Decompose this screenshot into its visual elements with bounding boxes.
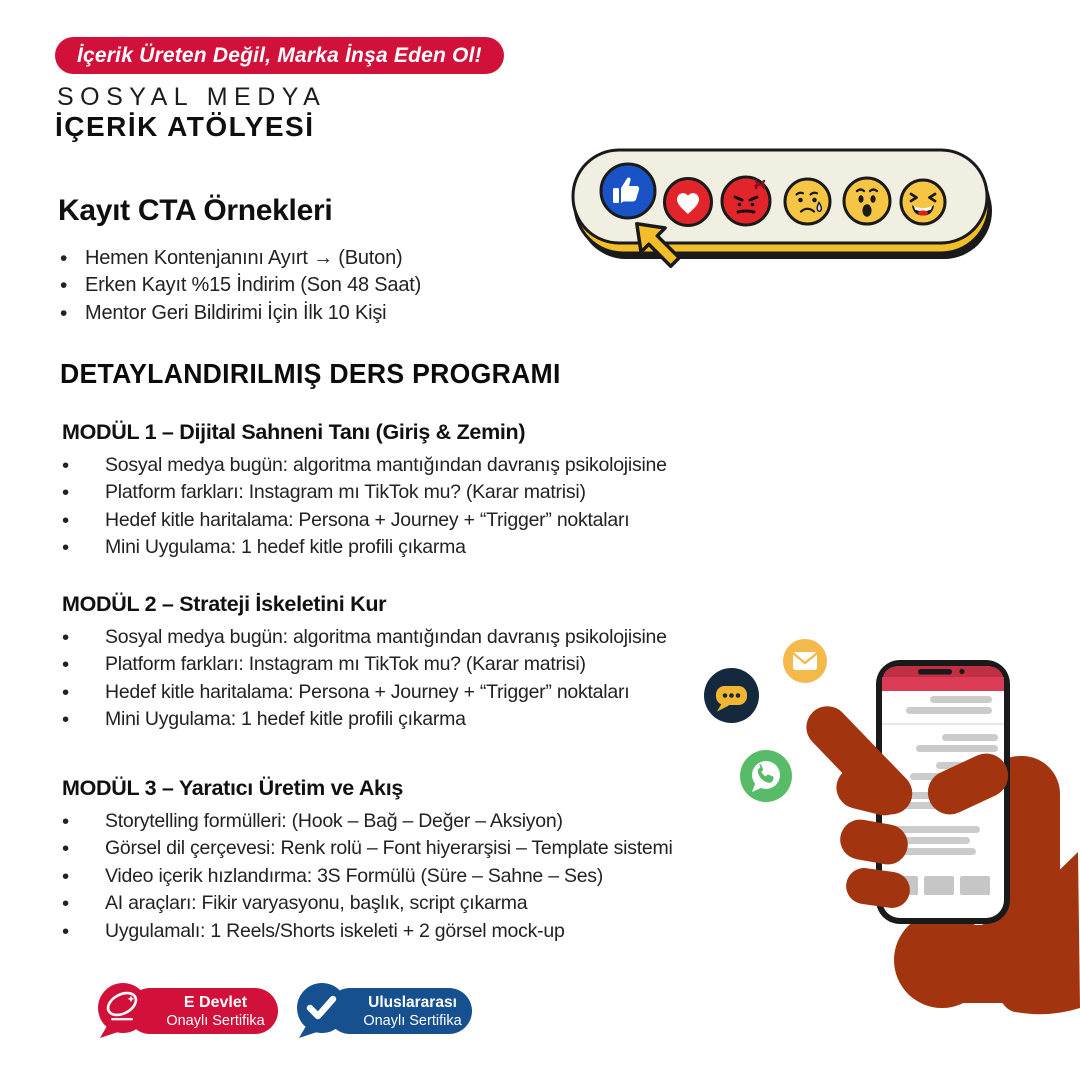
page-title: İÇERİK ATÖLYESİ [55, 111, 315, 142]
haha-icon [901, 180, 945, 224]
module-3 [62, 775, 742, 945]
module-2-title: MODÜL 2 – Strateji İskeletini Kur [62, 592, 387, 616]
module-2-list [62, 624, 742, 734]
module-item: • Platform farkları: Instagram mı TikTok mu? (Karar matrisi) [62, 479, 742, 506]
module-item: • Sosyal medya bugün: algoritma mantığından davranış psikolojisine [62, 452, 742, 479]
module-1-list [62, 452, 742, 562]
module-3-title: MODÜL 3 – Yaratıcı Üretim ve Akış [62, 776, 404, 800]
edevlet-cert-title: E Devlet [183, 993, 248, 1011]
module-1 [62, 419, 742, 562]
edevlet-logo-icon [95, 982, 151, 1038]
module-item: • AI araçları: Fikir varyasyonu, başlık, script çıkarma [62, 890, 742, 917]
module-item: • Hedef kitle haritalama: Persona + Journey + “Trigger” noktaları [62, 679, 742, 706]
angry-icon [722, 177, 770, 225]
module-item: • Mini Uygulama: 1 hedef kitle profili çıkarma [62, 534, 742, 561]
like-icon [601, 164, 655, 218]
edevlet-cert-subtitle: Onaylı Sertifika [166, 1012, 265, 1029]
module-item: • Görsel dil çerçevesi: Renk rolü – Font hiyerarşisi – Template sistemi [62, 835, 742, 862]
module-item: • Hedef kitle haritalama: Persona + Journey + “Trigger” noktaları [62, 507, 742, 534]
module-item: • Platform farkları: Instagram mı TikTok mu? (Karar matrisi) [62, 651, 742, 678]
module-1-title: MODÜL 1 – Dijital Sahneni Tanı (Giriş & Zemin) [62, 420, 526, 444]
hand-holding-phone-illustration [790, 630, 1080, 1080]
reactions-bar-illustration [570, 145, 995, 285]
sad-icon [785, 179, 830, 224]
tagline-badge [55, 37, 504, 74]
cta-heading: Kayıt CTA Örnekleri [58, 194, 333, 227]
module-item: • Storytelling formülleri: (Hook – Bağ – Değer – Aksiyon) [62, 808, 742, 835]
chat-bubble-icon [704, 668, 759, 723]
international-cert-subtitle: Onaylı Sertifika [363, 1012, 462, 1029]
cta-item: • Erken Kayıt %15 İndirim (Son 48 Saat) [60, 272, 580, 299]
program-heading: DETAYLANDIRILMIŞ DERS PROGRAMI [60, 358, 561, 389]
whatsapp-icon [740, 750, 792, 802]
module-item: • Sosyal medya bugün: algoritma mantığından davranış psikolojisine [62, 624, 742, 651]
cta-item: • Mentor Geri Bildirimi İçin İlk 10 Kişi [60, 300, 580, 327]
module-3-list [62, 808, 742, 945]
wow-icon [844, 178, 890, 224]
cta-item: • Hemen Kontenjanını Ayırt → (Buton) [60, 245, 580, 272]
international-cert-title: Uluslararası [368, 993, 457, 1011]
love-icon [665, 179, 712, 226]
kicker-title: SOSYAL MEDYA [57, 83, 327, 111]
cta-list [60, 245, 580, 327]
module-item: • Uygulamalı: 1 Reels/Shorts iskeleti + 2 görsel mock-up [62, 918, 742, 945]
tagline-text: İçerik Üreten Değil, Marka İnşa Eden Ol! [77, 43, 482, 67]
module-item: • Video içerik hızlandırma: 3S Formülü (Süre – Sahne – Ses) [62, 863, 742, 890]
checkmark-icon [294, 982, 350, 1038]
module-2 [62, 591, 742, 734]
module-item: • Mini Uygulama: 1 hedef kitle profili çıkarma [62, 706, 742, 733]
